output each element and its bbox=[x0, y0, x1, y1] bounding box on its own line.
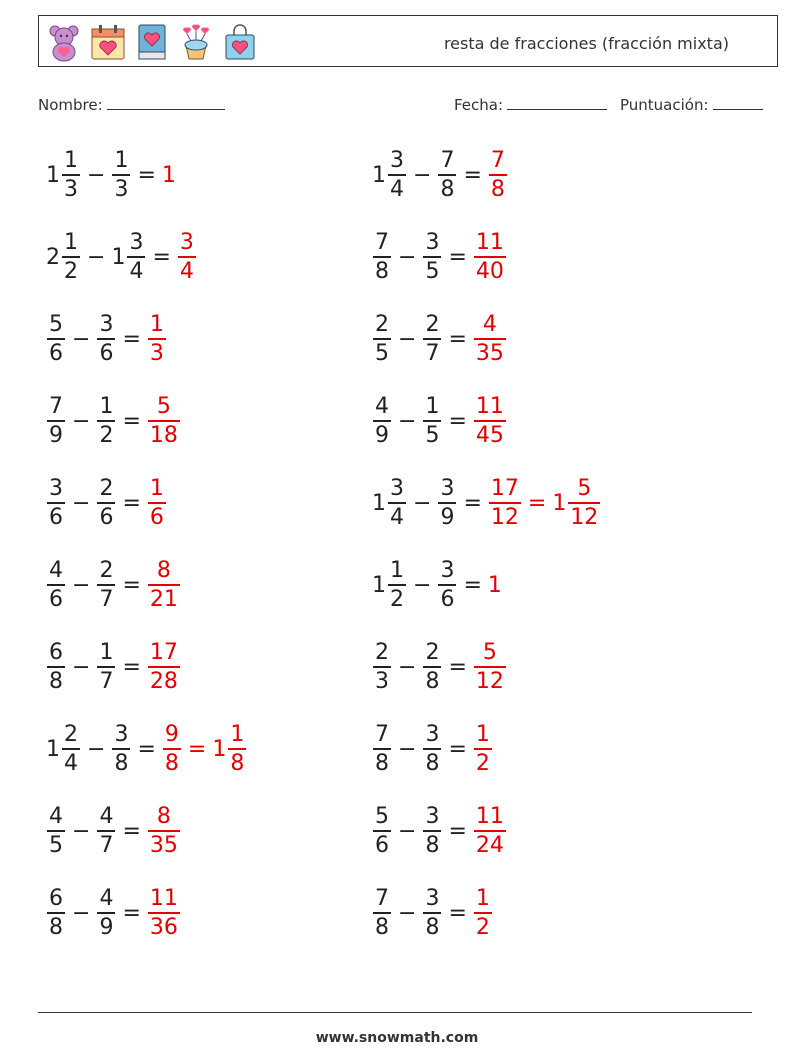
answer-numerator: 17 bbox=[490, 476, 519, 502]
minus-sign: − bbox=[72, 654, 91, 680]
equals-sign: = bbox=[122, 490, 141, 516]
minuend-fraction bbox=[373, 311, 391, 367]
subtrahend-denominator: 4 bbox=[129, 258, 144, 284]
answer-fraction bbox=[474, 229, 506, 285]
answer-fraction bbox=[474, 639, 506, 695]
subtrahend-fraction bbox=[97, 885, 115, 941]
equals-sign: = bbox=[122, 326, 141, 352]
minuend-fraction bbox=[373, 639, 391, 695]
answer-whole: 1 bbox=[161, 162, 176, 188]
subtrahend-numerator: 2 bbox=[99, 476, 114, 502]
minuend-fraction bbox=[373, 393, 391, 449]
minuend-fraction bbox=[47, 639, 65, 695]
minuend-denominator: 8 bbox=[49, 914, 63, 940]
problem-7 bbox=[46, 386, 181, 456]
minuend-numerator: 3 bbox=[49, 476, 63, 502]
answer bbox=[488, 147, 508, 203]
answer bbox=[473, 803, 507, 859]
minuend-denominator: 9 bbox=[375, 422, 389, 448]
equals-sign: = bbox=[122, 408, 141, 434]
answer-whole: 1 bbox=[487, 572, 502, 598]
minuend-whole: 1 bbox=[46, 162, 60, 188]
subtrahend-denominator: 6 bbox=[99, 504, 114, 530]
subtrahend-denominator: 8 bbox=[114, 750, 129, 776]
subtrahend-denominator: 7 bbox=[99, 832, 114, 858]
minus-sign: − bbox=[398, 654, 417, 680]
minuend-fraction bbox=[388, 147, 406, 203]
answer-denominator: 40 bbox=[475, 258, 504, 284]
answer bbox=[473, 721, 493, 777]
minuend-fraction bbox=[62, 147, 80, 203]
answer-numerator: 11 bbox=[475, 394, 504, 420]
answer-fraction bbox=[474, 721, 492, 777]
answer-numerator: 7 bbox=[490, 148, 505, 174]
answer-fraction bbox=[228, 721, 246, 777]
answer-denominator: 12 bbox=[475, 668, 504, 694]
answer-numerator: 8 bbox=[156, 804, 171, 830]
minuend-denominator: 8 bbox=[375, 914, 389, 940]
equals-sign: = bbox=[122, 900, 141, 926]
minus-sign: − bbox=[72, 572, 91, 598]
minuend-denominator: 3 bbox=[375, 668, 389, 694]
minus-sign: − bbox=[87, 162, 106, 188]
equals-sign: = bbox=[448, 818, 467, 844]
subtrahend-numerator: 1 bbox=[114, 148, 129, 174]
answer-denominator: 45 bbox=[475, 422, 504, 448]
answer-numerator: 11 bbox=[475, 230, 504, 256]
subtrahend-numerator: 3 bbox=[425, 722, 440, 748]
subtrahend-denominator: 9 bbox=[440, 504, 455, 530]
answer-denominator: 12 bbox=[490, 504, 519, 530]
answer-denominator: 35 bbox=[475, 340, 504, 366]
answer-fraction bbox=[148, 311, 166, 367]
equals-sign: = bbox=[448, 408, 467, 434]
subtrahend-fraction bbox=[423, 393, 441, 449]
subtrahend-fraction bbox=[127, 229, 145, 285]
answer-fraction bbox=[474, 885, 492, 941]
subtrahend-numerator: 3 bbox=[129, 230, 144, 256]
answer-denominator: 18 bbox=[149, 422, 178, 448]
minuend-numerator: 1 bbox=[64, 148, 78, 174]
minuend-denominator: 3 bbox=[64, 176, 78, 202]
problem-18 bbox=[372, 796, 507, 866]
minuend-whole: 1 bbox=[46, 736, 60, 762]
minuend-denominator: 5 bbox=[375, 340, 389, 366]
answer bbox=[473, 639, 507, 695]
subtrahend-fraction bbox=[112, 147, 130, 203]
answer-fraction bbox=[148, 639, 180, 695]
minuend-fraction bbox=[373, 803, 391, 859]
minuend-fraction bbox=[373, 885, 391, 941]
equals-sign: = bbox=[463, 572, 482, 598]
subtrahend-fraction bbox=[97, 393, 115, 449]
answer-fraction bbox=[178, 229, 196, 285]
subtrahend-denominator: 5 bbox=[425, 258, 440, 284]
subtrahend-numerator: 1 bbox=[99, 640, 114, 666]
minuend-denominator: 4 bbox=[64, 750, 78, 776]
subtrahend-numerator: 2 bbox=[425, 640, 440, 666]
subtrahend-denominator: 8 bbox=[425, 750, 440, 776]
minuend-denominator: 6 bbox=[49, 340, 63, 366]
minuend-numerator: 2 bbox=[375, 640, 389, 666]
problem-3 bbox=[46, 222, 197, 292]
answer-fraction bbox=[474, 311, 506, 367]
minuend-numerator: 7 bbox=[49, 394, 63, 420]
equals-sign: = bbox=[448, 654, 467, 680]
subtrahend-fraction bbox=[423, 721, 441, 777]
answer-denominator: 36 bbox=[149, 914, 178, 940]
subtrahend-denominator: 8 bbox=[425, 832, 440, 858]
minus-sign: − bbox=[413, 572, 432, 598]
minus-sign: − bbox=[72, 900, 91, 926]
minuend-denominator: 6 bbox=[49, 504, 63, 530]
subtrahend-numerator: 3 bbox=[425, 804, 440, 830]
subtrahend-fraction bbox=[112, 721, 130, 777]
answer-numerator: 17 bbox=[149, 640, 178, 666]
minuend-numerator: 2 bbox=[64, 722, 78, 748]
minus-sign: − bbox=[72, 818, 91, 844]
problem-14 bbox=[372, 632, 507, 702]
subtrahend-denominator: 8 bbox=[440, 176, 455, 202]
minuend-fraction bbox=[373, 721, 391, 777]
subtrahend-fraction bbox=[97, 311, 115, 367]
answer-numerator: 9 bbox=[164, 722, 179, 748]
problem-10 bbox=[372, 468, 601, 538]
minuend-fraction bbox=[373, 229, 391, 285]
minuend-numerator: 1 bbox=[64, 230, 78, 256]
minuend-denominator: 8 bbox=[49, 668, 63, 694]
equals-sign: = bbox=[187, 736, 207, 762]
minus-sign: − bbox=[398, 244, 417, 270]
subtrahend-denominator: 7 bbox=[425, 340, 440, 366]
answer-whole: 1 bbox=[212, 736, 227, 762]
answer-denominator: 2 bbox=[475, 914, 490, 940]
answer-denominator: 8 bbox=[230, 750, 245, 776]
answer-fraction bbox=[568, 475, 600, 531]
minus-sign: − bbox=[87, 244, 106, 270]
problem-5 bbox=[46, 304, 167, 374]
problem-13 bbox=[46, 632, 181, 702]
minuend-numerator: 7 bbox=[375, 886, 389, 912]
minuend-denominator: 2 bbox=[64, 258, 78, 284]
equals-sign: = bbox=[463, 162, 482, 188]
subtrahend-fraction bbox=[423, 803, 441, 859]
minuend-denominator: 5 bbox=[49, 832, 63, 858]
name-label: Nombre: bbox=[38, 96, 103, 114]
subtrahend-fraction bbox=[438, 475, 456, 531]
subtrahend-fraction bbox=[423, 311, 441, 367]
date-label: Fecha: bbox=[454, 96, 504, 114]
equals-sign: = bbox=[463, 490, 482, 516]
minuend-fraction bbox=[62, 721, 80, 777]
minuend-fraction bbox=[47, 885, 65, 941]
answer bbox=[162, 721, 247, 777]
minus-sign: − bbox=[398, 326, 417, 352]
answer-whole: 1 bbox=[552, 490, 567, 516]
minuend-fraction bbox=[388, 557, 406, 613]
answer-fraction bbox=[148, 475, 166, 531]
answer-denominator: 2 bbox=[475, 750, 490, 776]
minuend-fraction bbox=[47, 393, 65, 449]
problem-11 bbox=[46, 550, 181, 620]
problem-12 bbox=[372, 550, 503, 620]
minuend-numerator: 4 bbox=[49, 558, 63, 584]
minuend-whole: 2 bbox=[46, 244, 60, 270]
minuend-numerator: 5 bbox=[49, 312, 63, 338]
subtrahend-denominator: 7 bbox=[99, 586, 114, 612]
answer-denominator: 8 bbox=[490, 176, 505, 202]
minus-sign: − bbox=[413, 490, 432, 516]
answer bbox=[473, 311, 507, 367]
minuend-whole: 1 bbox=[372, 162, 386, 188]
minuend-denominator: 6 bbox=[49, 586, 63, 612]
subtrahend-numerator: 7 bbox=[440, 148, 455, 174]
subtrahend-fraction bbox=[97, 475, 115, 531]
minuend-denominator: 8 bbox=[375, 750, 389, 776]
answer bbox=[488, 475, 601, 531]
minus-sign: − bbox=[72, 490, 91, 516]
worksheet-title: resta de fracciones (fracción mixta) bbox=[443, 34, 729, 53]
subtrahend-fraction bbox=[423, 229, 441, 285]
answer-numerator: 11 bbox=[149, 886, 178, 912]
answer bbox=[488, 573, 503, 598]
answer bbox=[473, 885, 493, 941]
answer-denominator: 35 bbox=[149, 832, 178, 858]
problem-2 bbox=[372, 140, 508, 210]
subtrahend-numerator: 3 bbox=[440, 558, 455, 584]
answer-fraction bbox=[148, 803, 180, 859]
problem-16 bbox=[372, 714, 493, 784]
minuend-denominator: 4 bbox=[390, 176, 404, 202]
equals-sign: = bbox=[448, 900, 467, 926]
answer-numerator: 4 bbox=[482, 312, 497, 338]
equals-sign: = bbox=[527, 490, 547, 516]
answer-denominator: 6 bbox=[149, 504, 164, 530]
answer-numerator: 5 bbox=[577, 476, 592, 502]
subtrahend-denominator: 5 bbox=[425, 422, 440, 448]
minus-sign: − bbox=[72, 326, 91, 352]
problem-19 bbox=[46, 878, 181, 948]
subtrahend-fraction bbox=[97, 639, 115, 695]
subtrahend-denominator: 8 bbox=[425, 914, 440, 940]
subtrahend-fraction bbox=[423, 639, 441, 695]
minuend-whole: 1 bbox=[372, 572, 386, 598]
answer bbox=[147, 885, 181, 941]
subtrahend-numerator: 2 bbox=[99, 558, 114, 584]
equals-sign: = bbox=[152, 244, 171, 270]
answer bbox=[147, 311, 167, 367]
answer-numerator: 1 bbox=[149, 312, 164, 338]
minuend-numerator: 6 bbox=[49, 886, 63, 912]
problem-20 bbox=[372, 878, 493, 948]
minuend-numerator: 3 bbox=[390, 148, 404, 174]
subtrahend-denominator: 3 bbox=[114, 176, 129, 202]
answer-denominator: 28 bbox=[149, 668, 178, 694]
subtrahend-numerator: 3 bbox=[114, 722, 129, 748]
minuend-denominator: 6 bbox=[375, 832, 389, 858]
minuend-numerator: 7 bbox=[375, 722, 389, 748]
problem-4 bbox=[372, 222, 507, 292]
problem-8 bbox=[372, 386, 507, 456]
answer-numerator: 3 bbox=[179, 230, 194, 256]
answer-denominator: 4 bbox=[179, 258, 194, 284]
answer bbox=[473, 229, 507, 285]
minus-sign: − bbox=[72, 408, 91, 434]
footer-url: www.snowmath.com bbox=[315, 1030, 479, 1046]
minuend-fraction bbox=[47, 475, 65, 531]
problem-1 bbox=[46, 140, 177, 210]
answer-numerator: 1 bbox=[475, 886, 490, 912]
answer bbox=[473, 393, 507, 449]
subtrahend-fraction bbox=[438, 557, 456, 613]
answer-fraction bbox=[163, 721, 181, 777]
answer-fraction bbox=[489, 475, 521, 531]
answer-fraction bbox=[474, 393, 506, 449]
minus-sign: − bbox=[413, 162, 432, 188]
answer-fraction bbox=[148, 393, 180, 449]
minuend-denominator: 2 bbox=[390, 586, 404, 612]
answer-fraction bbox=[489, 147, 507, 203]
minuend-fraction bbox=[47, 311, 65, 367]
subtrahend-denominator: 2 bbox=[99, 422, 114, 448]
minuend-numerator: 4 bbox=[375, 394, 389, 420]
answer-numerator: 1 bbox=[149, 476, 164, 502]
equals-sign: = bbox=[448, 736, 467, 762]
subtrahend-numerator: 3 bbox=[99, 312, 114, 338]
answer-fraction bbox=[148, 885, 180, 941]
answer-denominator: 24 bbox=[475, 832, 504, 858]
footer-divider bbox=[38, 1012, 752, 1013]
subtrahend-denominator: 6 bbox=[440, 586, 455, 612]
minuend-numerator: 6 bbox=[49, 640, 63, 666]
subtrahend-fraction bbox=[423, 885, 441, 941]
answer-numerator: 5 bbox=[482, 640, 497, 666]
minuend-denominator: 8 bbox=[375, 258, 389, 284]
subtrahend-denominator: 9 bbox=[99, 914, 114, 940]
answer bbox=[147, 639, 181, 695]
answer bbox=[147, 557, 181, 613]
minus-sign: − bbox=[398, 408, 417, 434]
minuend-fraction bbox=[62, 229, 80, 285]
answer-denominator: 8 bbox=[164, 750, 179, 776]
equals-sign: = bbox=[122, 572, 141, 598]
minuend-numerator: 4 bbox=[49, 804, 63, 830]
minus-sign: − bbox=[398, 818, 417, 844]
subtrahend-numerator: 2 bbox=[425, 312, 440, 338]
subtrahend-whole: 1 bbox=[111, 244, 126, 270]
subtrahend-denominator: 8 bbox=[425, 668, 440, 694]
minuend-numerator: 2 bbox=[375, 312, 389, 338]
answer-numerator: 8 bbox=[156, 558, 171, 584]
subtrahend-numerator: 1 bbox=[99, 394, 114, 420]
subtrahend-numerator: 3 bbox=[425, 230, 440, 256]
minus-sign: − bbox=[398, 736, 417, 762]
equals-sign: = bbox=[448, 244, 467, 270]
problem-9 bbox=[46, 468, 167, 538]
minuend-fraction bbox=[388, 475, 406, 531]
minuend-numerator: 5 bbox=[375, 804, 389, 830]
answer-numerator: 11 bbox=[475, 804, 504, 830]
equals-sign: = bbox=[137, 162, 156, 188]
subtrahend-fraction bbox=[438, 147, 456, 203]
answer bbox=[147, 803, 181, 859]
problem-6 bbox=[372, 304, 507, 374]
minus-sign: − bbox=[398, 900, 417, 926]
minuend-whole: 1 bbox=[372, 490, 386, 516]
minuend-denominator: 4 bbox=[390, 504, 404, 530]
minuend-numerator: 1 bbox=[390, 558, 404, 584]
subtrahend-numerator: 4 bbox=[99, 886, 114, 912]
equals-sign: = bbox=[137, 736, 156, 762]
equals-sign: = bbox=[122, 654, 141, 680]
minus-sign: − bbox=[87, 736, 106, 762]
minuend-numerator: 3 bbox=[390, 476, 404, 502]
answer bbox=[162, 163, 177, 188]
subtrahend-fraction bbox=[97, 557, 115, 613]
subtrahend-numerator: 4 bbox=[99, 804, 114, 830]
answer bbox=[147, 475, 167, 531]
subtrahend-numerator: 1 bbox=[425, 394, 440, 420]
answer-denominator: 3 bbox=[149, 340, 164, 366]
answer-fraction bbox=[474, 803, 506, 859]
subtrahend-denominator: 7 bbox=[99, 668, 114, 694]
answer-denominator: 12 bbox=[570, 504, 599, 530]
answer bbox=[177, 229, 197, 285]
minuend-denominator: 9 bbox=[49, 422, 63, 448]
subtrahend-numerator: 3 bbox=[440, 476, 455, 502]
equals-sign: = bbox=[122, 818, 141, 844]
answer-numerator: 1 bbox=[475, 722, 490, 748]
subtrahend-numerator: 3 bbox=[425, 886, 440, 912]
minuend-numerator: 7 bbox=[375, 230, 389, 256]
subtrahend-denominator: 6 bbox=[99, 340, 114, 366]
minuend-fraction bbox=[47, 557, 65, 613]
answer bbox=[147, 393, 181, 449]
score-label: Puntuación: bbox=[620, 96, 709, 114]
answer-denominator: 21 bbox=[149, 586, 178, 612]
answer-fraction bbox=[148, 557, 180, 613]
equals-sign: = bbox=[448, 326, 467, 352]
problem-15 bbox=[46, 714, 247, 784]
problem-17 bbox=[46, 796, 181, 866]
answer-numerator: 5 bbox=[156, 394, 171, 420]
subtrahend-fraction bbox=[97, 803, 115, 859]
minuend-fraction bbox=[47, 803, 65, 859]
answer-numerator: 1 bbox=[230, 722, 245, 748]
